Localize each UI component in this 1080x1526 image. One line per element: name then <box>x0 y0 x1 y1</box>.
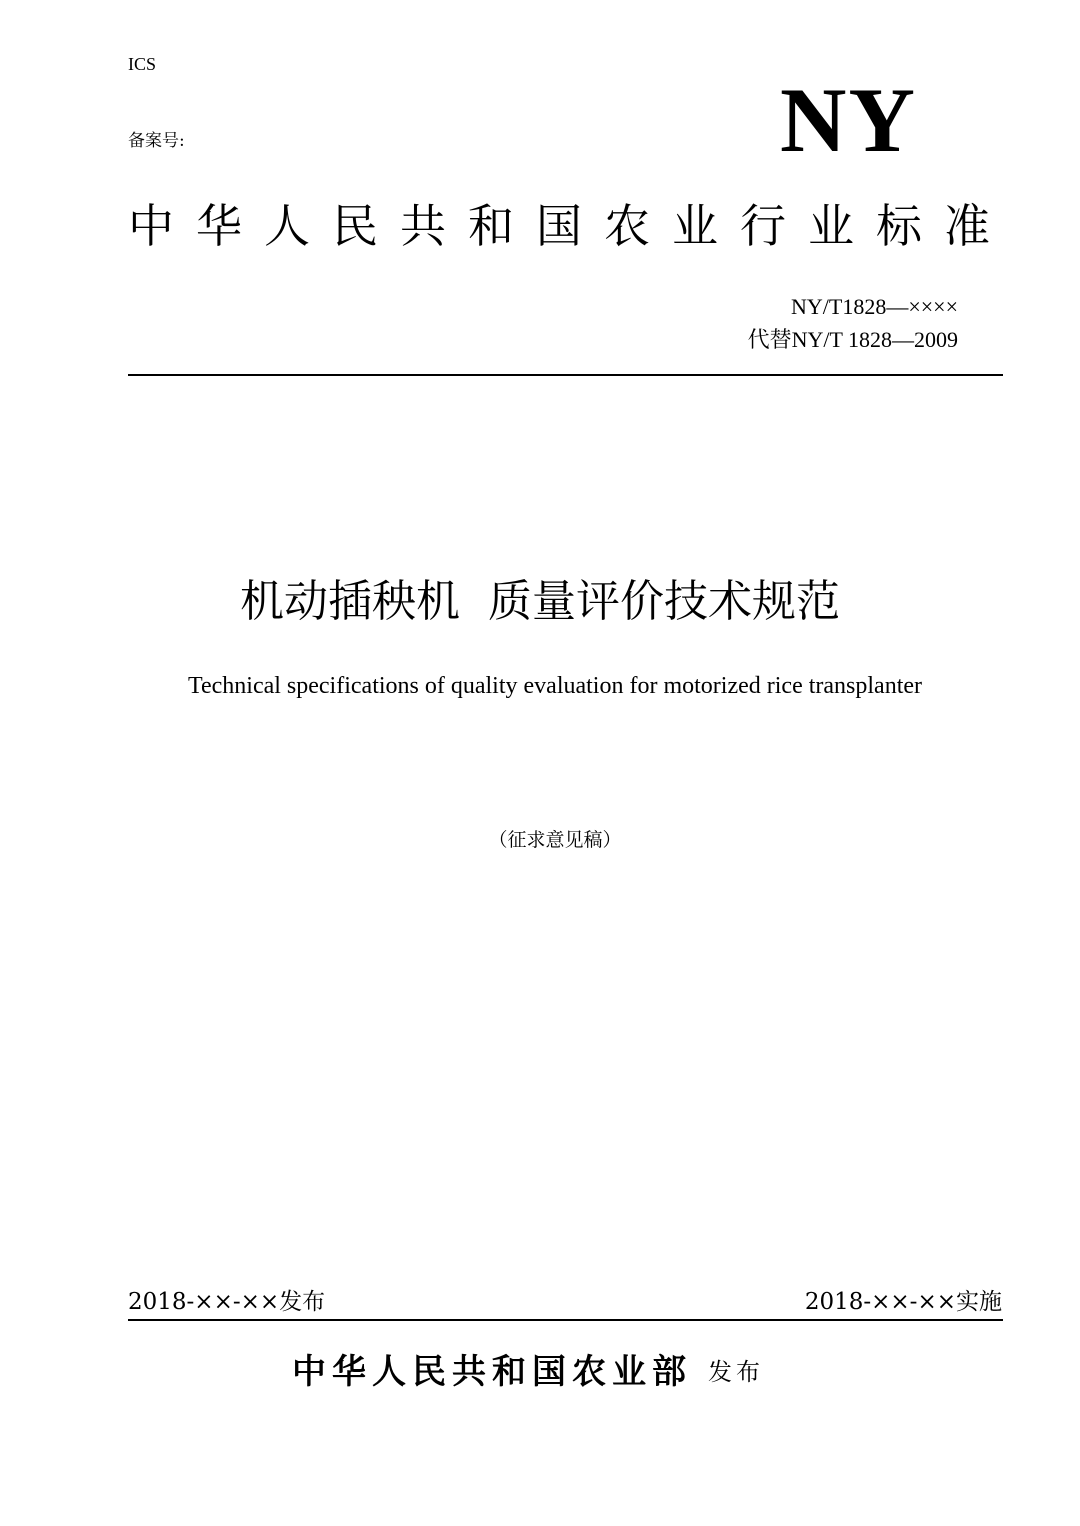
ics-label: ICS <box>128 54 157 74</box>
publisher-suffix: 发布 <box>708 1358 764 1386</box>
document-title-cn: 机动插秧机 质量评价技术规范 <box>240 576 840 627</box>
publisher-line <box>292 1348 764 1396</box>
issue-date: 2018-××-××发布 <box>128 1289 326 1315</box>
standard-number: NY/T1828—×××× <box>791 294 958 319</box>
top-divider <box>128 374 1003 376</box>
standard-category-title: 中华人民共和国农业行业标准 <box>128 199 1012 253</box>
bottom-divider <box>128 1319 1003 1321</box>
ny-logo: NY <box>780 69 917 171</box>
publisher-name: 中华人民共和国农业部 <box>292 1352 692 1392</box>
replaces-standard: 代替NY/T 1828—2009 <box>747 327 958 352</box>
filing-number-label: 备案号: <box>128 131 185 151</box>
draft-status: （征求意见稿） <box>488 829 622 851</box>
standard-number-block <box>714 290 958 356</box>
implementation-date: 2018-××-××实施 <box>804 1289 1002 1315</box>
document-title-en: Technical specifications of quality evaluation for motorized rice transplanter <box>187 673 923 699</box>
